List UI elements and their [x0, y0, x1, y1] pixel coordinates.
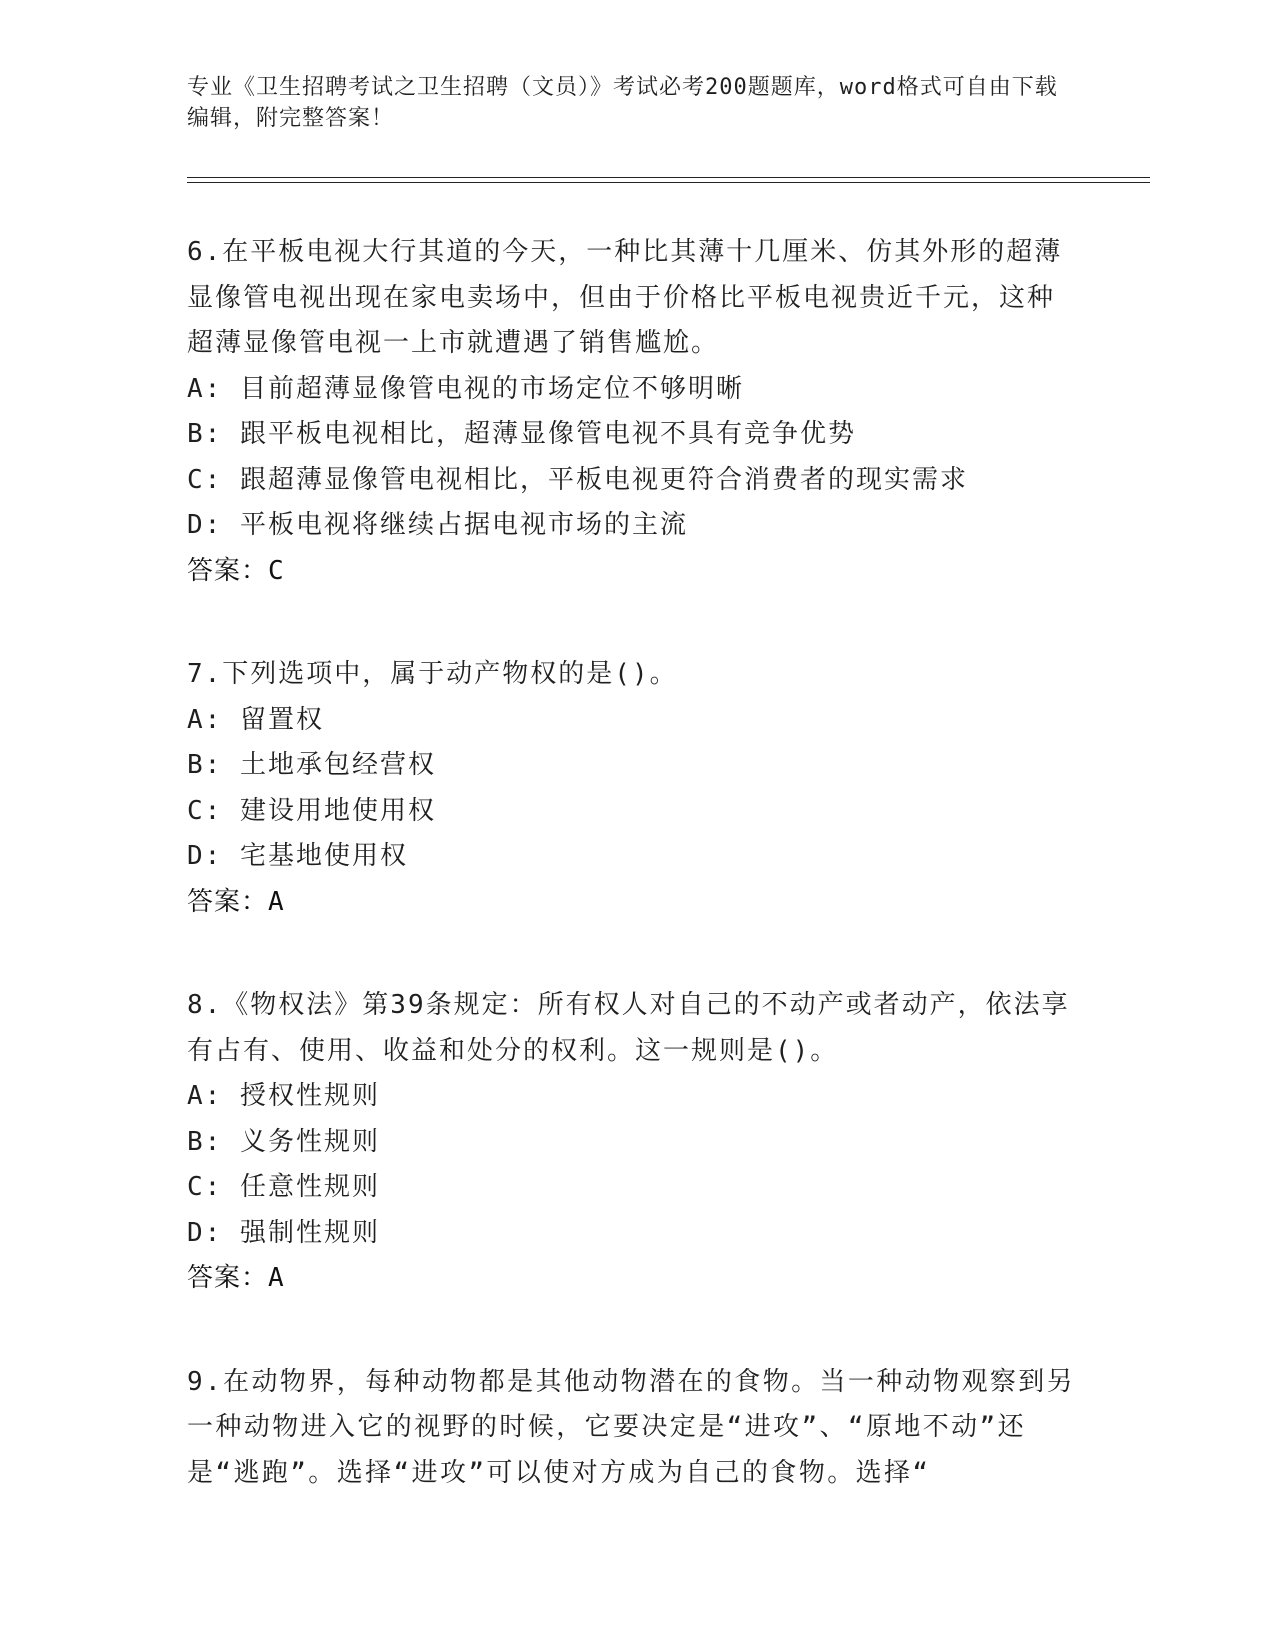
question-9 [187, 1360, 1077, 1497]
option-b: B: 土地承包经营权 [187, 750, 436, 780]
header-divider-top [187, 177, 1150, 178]
option-c: C: 建设用地使用权 [187, 795, 436, 826]
option-c: C: 任意性规则 [187, 1172, 380, 1202]
option-d: D: 宅基地使用权 [187, 841, 408, 871]
question-text: 9.在动物界，每种动物都是其他动物潜在的食物。当一种动物观察到另一种动物进入它的视野的时候，它要决定是“进攻”、“原地不动”还是“逃跑”。选择“进攻”可以使对方成为自己的食物。选择“ [187, 1366, 1076, 1488]
question-6 [187, 230, 1077, 594]
question-text: 7.下列选项中，属于动产物权的是()。 [187, 659, 678, 689]
option-a: A: 目前超薄显像管电视的市场定位不够明晰 [187, 373, 744, 404]
question-list [187, 230, 1077, 1554]
option-a: A: 授权性规则 [187, 1081, 380, 1111]
answer: 答案：A [187, 886, 285, 917]
question-text: 6.在平板电视大行其道的今天，一种比其薄十几厘米、仿其外形的超薄显像管电视出现在家电卖场中，但由于价格比平板电视贵近千元，这种超薄显像管电视一上市就遭遇了销售尴尬。 [187, 237, 1063, 358]
header-divider-bottom [187, 182, 1150, 183]
option-a: A: 留置权 [187, 704, 324, 735]
document-header: 专业《卫生招聘考试之卫生招聘（文员）》考试必考200题题库，word格式可自由下载编辑，附完整答案！ [187, 75, 1058, 131]
option-b: B: 义务性规则 [187, 1126, 380, 1157]
option-d: D: 平板电视将继续占据电视市场的主流 [187, 510, 688, 540]
option-d: D: 强制性规则 [187, 1217, 380, 1248]
answer: 答案：A [187, 1263, 285, 1293]
option-c: C: 跟超薄显像管电视相比，平板电视更符合消费者的现实需求 [187, 464, 968, 495]
option-b: B: 跟平板电视相比，超薄显像管电视不具有竞争优势 [187, 419, 856, 449]
question-text: 8.《物权法》第39条规定：所有权人对自己的不动产或者动产，依法享有占有、使用、收益和处分的权利。这一规则是()。 [187, 990, 1070, 1066]
question-8 [187, 983, 1077, 1302]
question-7 [187, 652, 1077, 925]
answer: 答案：C [187, 555, 285, 586]
